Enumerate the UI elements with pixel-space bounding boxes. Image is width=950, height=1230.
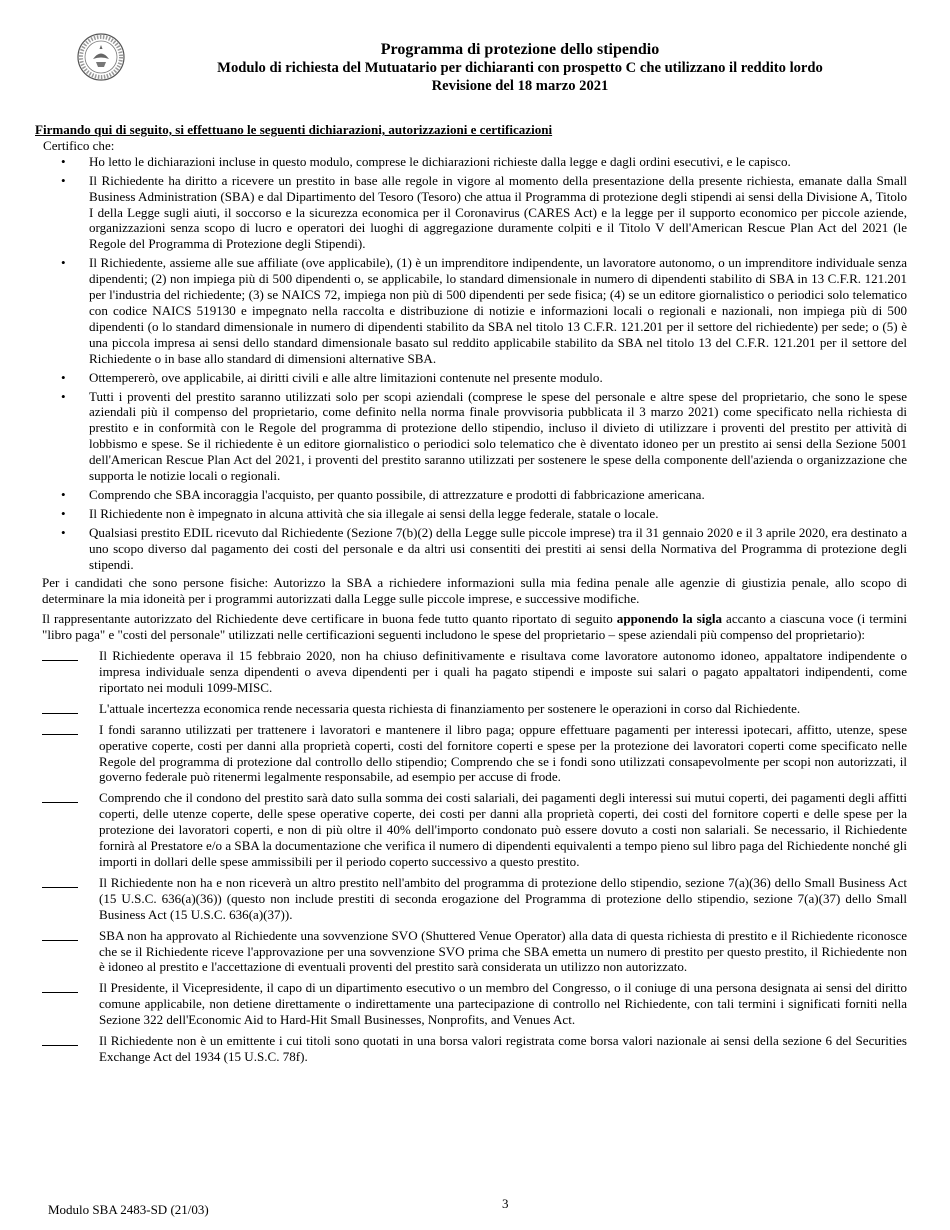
document-header	[130, 40, 910, 95]
bullet-icon: •	[61, 369, 66, 385]
rappresentante-paragraph: Il rappresentante autorizzato del Richiedente deve certificare in buona fede tutto quanto riportato di seguito apponendo la sigla accanto a ciascuna voce (i termini "libro paga" e "costi del personale" utilizzati nelle certificazioni seguenti includono le spese del proprietario – spese aziendali più compenso del proprietario):	[42, 611, 907, 643]
document-title: Programma di protezione dello stipendio	[380, 41, 660, 58]
initials-field[interactable]	[42, 648, 78, 661]
initial-item: Il Presidente, il Vicepresidente, il capo di un dipartimento esecutivo o un membro del Congresso, o il coniuge di una persona designata ai sensi del diritto comune applicabile, non detiene direttamente o indirettamente una partecipazione di controllo nel Richiedente, con tali termini i significati forniti nella Sezione 322 dell'Economic Aid to Hard-Hit Small Businesses, Nonprofits, and Venues Act.	[35, 980, 907, 1028]
list-item: • Il Richiedente non è impegnato in alcuna attività che sia illegale ai sensi della legge federale, statale o locale.	[61, 505, 659, 521]
bullet-icon: •	[61, 388, 66, 404]
initials-field[interactable]	[42, 980, 78, 993]
list-item: • Comprendo che SBA incoraggia l'acquisto, per quanto possibile, di attrezzature e prodotti di fabbricazione americana.	[61, 486, 705, 502]
list-item: • Qualsiasi prestito EDIL ricevuto dal Richiedente (Sezione 7(b)(2) della Legge sulle piccole imprese) tra il 31 gennaio 2020 e il 3 aprile 2020, era destinato a uno scopo diverso dal pagamento dei costi del personale e da altri usi consentiti dei prestiti ai sensi della Normativa del Programma di protezione degli stipendi.	[61, 524, 907, 572]
initials-field[interactable]	[42, 722, 78, 735]
section-lead: Firmando qui di seguito, si effettuano le seguenti dichiarazioni, autorizzazioni e certificazioni	[35, 122, 553, 137]
initial-item: I fondi saranno utilizzati per trattenere i lavoratori e mantenere il libro paga; oppure effettuare pagamenti per interessi ipotecari, affitto, utenze, spese operative coperte, costi per danni alla proprietà coperti, costi del fornitore coperti e spese per la protezione dei lavoratori coperti come specificato nelle Regole del programma di protezione dal controllo dello stipendio; Comprendo che se i fondi sono utilizzati consapevolmente per scopi non autorizzati, il governo federale può ritenermi legalmente responsabile, ad esempio per accuse di frode.	[35, 722, 907, 786]
page-number: 3	[502, 1196, 509, 1211]
initial-item: L'attuale incertezza economica rende necessaria questa richiesta di finanziamento per sostenere le operazioni in corso dal Richiedente.	[35, 701, 907, 717]
initials-field[interactable]	[42, 875, 78, 888]
initials-field[interactable]	[42, 790, 78, 803]
bullet-icon: •	[61, 486, 66, 502]
list-item: • Il Richiedente ha diritto a ricevere un prestito in base alle regole in vigore al momento della presentazione della presente richiesta, emanate dalla Small Business Administration (SBA) e dal Dipartimento del Tesoro (Tesoro) che attua il Programma di protezione degli stipendi ai sensi della Divisione A, Titolo I della Legge sugli aiuti, il soccorso e la sicurezza economica per il Coronavirus (CARES Act) e la legge per il supporto economico per piccole aziende, organizzazioni senza scopo di lucro e operatori dei luoghi di aggregazione duramente colpiti e il Titolo V dell'American Rescue Plan Act del 2021 (le Regole del Programma di Protezione degli Stipendi).	[61, 172, 907, 252]
bullet-icon: •	[61, 255, 66, 271]
initials-field[interactable]	[42, 1033, 78, 1046]
initials-field[interactable]	[42, 701, 78, 714]
persone-fisiche-paragraph: Per i candidati che sono persone fisiche: Autorizzo la SBA a richiedere informazioni sulla mia fedina penale alle agenzie di giustizia penale, allo scopo di determinare la mia idoneità per i programmi autorizzati dalla Legge sulle piccole imprese, e successive modifiche.	[42, 575, 907, 607]
list-item: • Ottempererò, ove applicabile, ai diritti civili e alle altre limitazioni contenute nel presente modulo.	[61, 369, 603, 385]
document-revision: Revisione del 18 marzo 2021	[431, 78, 609, 94]
initial-item: Il Richiedente operava il 15 febbraio 2020, non ha chiuso definitivamente e risultava come lavoratore autonomo idoneo, appaltatore indipendente o impresa individuale senza dipendenti o aveva dipendenti per i quali ha pagato stipendi e imposte sui salari o pagato appaltatori indipendenti, come riportato nei moduli 1099-MISC.	[35, 648, 907, 696]
document-subtitle: Modulo di richiesta del Mutuatario per dichiaranti con prospetto C che utilizzano il reddito lordo	[217, 60, 823, 76]
certifico-label: Certifico che:	[43, 137, 115, 153]
initial-item: Il Richiedente non ha e non riceverà un altro prestito nell'ambito del programma di protezione dello stipendio, sezione 7(a)(36) dello Small Business Act (15 U.S.C. 636(a)(36)) (questo non include prestiti di seconda erogazione del Programma di protezione dello stipendio, sezione 7(a)(37) dello Small Business Act (15 U.S.C. 636(a)(37)).	[35, 875, 907, 923]
list-item: • Ho letto le dichiarazioni incluse in questo modulo, comprese le dichiarazioni richieste dalla legge e dagli ordini esecutivi, e le capisco.	[61, 153, 791, 169]
list-item: • Il Richiedente, assieme alle sue affiliate (ove applicabile), (1) è un imprenditore indipendente, un lavoratore autonomo, o un imprenditore individuale senza dipendenti; (2) non impiega più di 500 dipendenti o, se applicabile, lo standard dimensionale in numero di dipendenti stabilito di SBA in 13 C.F.R. 121.201 per l'industria del richiedente; (3) se NAICS 72, impiega non più di 500 dipendenti per sede fisica; (4) se un editore giornalistico o periodici solo telematico con codice NAICS 519130 e impegnato nella raccolta e distribuzione di notizie e informazioni locali o regionali e nazionali, non impiega più di 500 dipendenti (o lo standard dimensionale in numero di dipendenti stabilito da SBA nel titolo 13 C.F.R. 121.201 per il settore del richiedente) per sede; o (5) è una piccola impresa ai sensi dello standard dimensionale basato sul reddito applicabile stabilito da SBA nel titolo 13 del C.F.R. 121.201 per il settore del Richiedente o in base allo standard di dimensioni alternative SBA.	[61, 255, 907, 366]
sba-seal-logo	[76, 32, 126, 82]
initial-item: Il Richiedente non è un emittente i cui titoli sono quotati in una borsa valori registrata come borsa valori nazionale ai sensi della sezione 6 del Securities Exchange Act del 1934 (15 U.S.C. 78f).	[35, 1033, 907, 1065]
bullet-icon: •	[61, 172, 66, 188]
bullet-icon: •	[61, 153, 66, 169]
bullet-icon: •	[61, 505, 66, 521]
bullet-icon: •	[61, 524, 66, 540]
initial-item: SBA non ha approvato al Richiedente una sovvenzione SVO (Shuttered Venue Operator) alla data di questa richiesta di prestito e il Richiedente riconosce che se il Richiedente riceve l'approvazione per una sovvenzione SVO prima che SBA emetta un numero di prestito per questo prestito, il Richiedente non è idoneo al prestito e l'accettazione di eventuali proventi del prestito sarà considerata un utilizzo non autorizzato.	[35, 928, 907, 976]
list-item: • Tutti i proventi del prestito saranno utilizzati solo per scopi aziendali (comprese le spese del personale e altre spese del proprietario, che sono le spese aziendali più il compenso del proprietario, come definito nella norma finale provvisoria pubblicata il 3 marzo 2021) come specificato nella richiesta di prestito e in conformità con le Regole del programma di protezione dello stipendio, incluso il divieto di utilizzare i proventi del prestito per attività di lobbismo e spese. Se il richiedente è un editore giornalistico o periodici solo telematico che è diventato idoneo per un prestito ai sensi della Sezione 5001 dell'American Rescue Plan Act del 2021, i proventi del prestito saranno utilizzati per sostenere le spese della componente dell'azienda o organizzazione che supporta le notizie locali o regionali.	[61, 388, 907, 484]
initials-field[interactable]	[42, 928, 78, 941]
initial-item: Comprendo che il condono del prestito sarà dato sulla somma dei costi salariali, dei pagamenti degli interessi sui mutui coperti, dei pagamenti degli affitti coperti, delle utenze coperte, delle spese operative coperte, dei costi per danni alla proprietà coperti, dei costi del fornitore coperti e delle spese per la protezione dei lavoratori coperti, e non di più oltre il 40% dell'importo condonato può essere dovuto a costi non salariali. Se necessario, il Richiedente fornirà al Prestatore e/o a SBA la documentazione che verifica il numero di dipendenti equivalenti a tempo pieno sul libro paga del Richiedente nonché gli importi in dollari delle spese ammissibili per il periodo coperto successivo a questo prestito.	[35, 790, 907, 870]
document-body	[35, 122, 907, 1065]
form-identifier: Modulo SBA 2483-SD (21/03)	[48, 1202, 209, 1217]
certification-list	[35, 154, 907, 573]
